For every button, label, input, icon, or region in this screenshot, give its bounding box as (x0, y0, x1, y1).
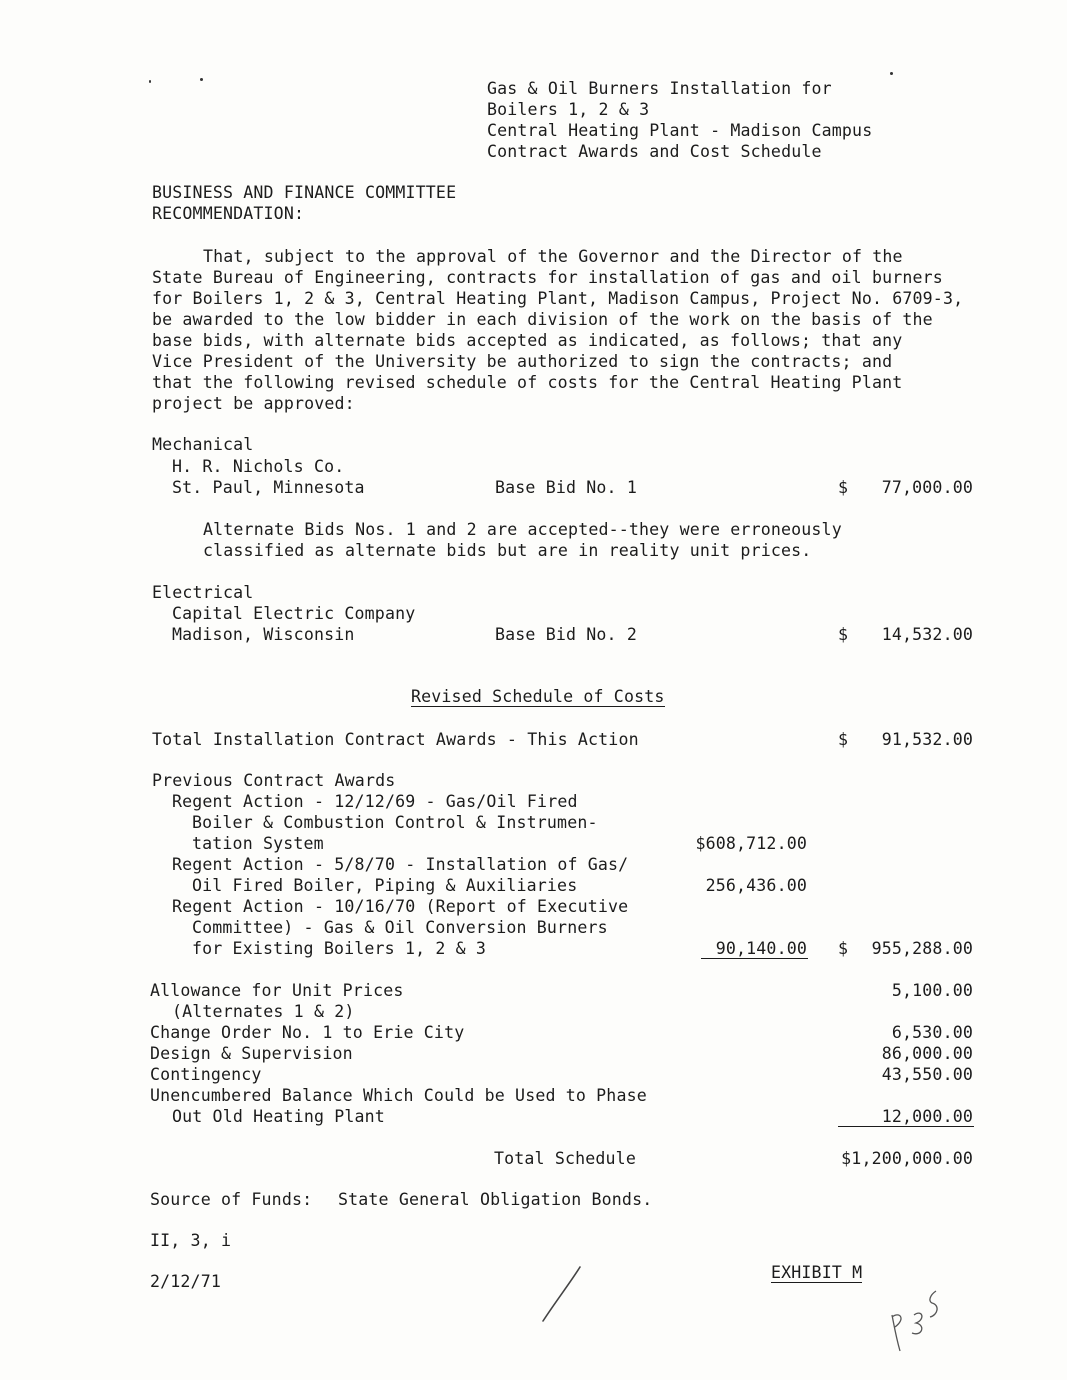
electrical-heading: Electrical (152, 583, 254, 602)
previous-awards-heading: Previous Contract Awards (152, 771, 396, 790)
total-schedule-label: Total Schedule (494, 1149, 636, 1168)
committee-recommendation: RECOMMENDATION: (152, 204, 305, 223)
resolution-line: be awarded to the low bidder in each division of the work on the basis of the (152, 310, 933, 329)
regent-action-amount: $608,712.00 (695, 834, 807, 853)
regent-action-line: Oil Fired Boiler, Piping & Auxiliaries (192, 876, 578, 895)
design-label: Design & Supervision (150, 1044, 353, 1063)
regent-action-line: Boiler & Combustion Control & Instrumen- (192, 813, 598, 832)
allowance-amount: 5,100.00 (891, 981, 973, 1000)
header-line: Boilers 1, 2 & 3 (487, 100, 650, 119)
regent-action-line: Committee) - Gas & Oil Conversion Burners (192, 918, 608, 937)
contingency-label: Contingency (150, 1065, 262, 1084)
allowance-label: Allowance for Unit Prices (150, 981, 404, 1000)
resolution-line: State Bureau of Engineering, contracts for installation of gas and oil burners (152, 268, 943, 287)
change-order-amount: 6,530.00 (891, 1023, 973, 1042)
agenda-reference: II, 3, i (150, 1231, 232, 1250)
header-line: Central Heating Plant - Madison Campus (487, 121, 873, 140)
regent-action-line: for Existing Boilers 1, 2 & 3 (192, 939, 487, 958)
resolution-line: That, subject to the approval of the Governor and the Director of the (203, 247, 903, 266)
mechanical-contractor: H. R. Nichols Co. (172, 457, 345, 476)
electrical-contractor: Capital Electric Company (172, 604, 416, 623)
exhibit-label: EXHIBIT M (771, 1263, 863, 1282)
handwritten-page-note (880, 1285, 950, 1355)
scan-speck (200, 78, 203, 81)
previous-total-amount: 955,288.00 (871, 939, 973, 958)
resolution-line: base bids, with alternate bids accepted as indicated, as follows; that any (152, 331, 903, 350)
source-of-funds-label: Source of Funds: (150, 1190, 313, 1209)
header-line: Contract Awards and Cost Schedule (487, 142, 822, 161)
regent-action-amount: 256,436.00 (705, 876, 807, 895)
total-underline (838, 1126, 974, 1127)
unencumbered-label: Out Old Heating Plant (172, 1107, 385, 1126)
change-order-label: Change Order No. 1 to Erie City (150, 1023, 465, 1042)
document-date: 2/12/71 (150, 1272, 221, 1291)
subtotal-underline (701, 958, 808, 959)
electrical-currency: $ (838, 625, 849, 644)
pen-slash-mark (540, 1265, 585, 1325)
mechanical-amount: 77,000.00 (881, 478, 973, 497)
electrical-location: Madison, Wisconsin (172, 625, 355, 644)
regent-action-line: Regent Action - 10/16/70 (Report of Executive (172, 897, 629, 916)
mechanical-heading: Mechanical (152, 435, 254, 454)
total-installation-currency: $ (838, 730, 849, 749)
allowance-label: (Alternates 1 & 2) (172, 1002, 355, 1021)
electrical-bid: Base Bid No. 2 (495, 625, 637, 644)
resolution-line: for Boilers 1, 2 & 3, Central Heating Plant, Madison Campus, Project No. 6709-3, (152, 289, 964, 308)
mechanical-note: classified as alternate bids but are in reality unit prices. (203, 541, 812, 560)
electrical-amount: 14,532.00 (881, 625, 973, 644)
total-installation-amount: 91,532.00 (881, 730, 973, 749)
mechanical-bid: Base Bid No. 1 (495, 478, 637, 497)
regent-action-line: Regent Action - 5/8/70 - Installation of Gas/ (172, 855, 629, 874)
regent-action-amount: 90,140.00 (715, 939, 807, 958)
schedule-title: Revised Schedule of Costs (411, 687, 665, 706)
regent-action-line: tation System (192, 834, 324, 853)
scan-speck (890, 72, 893, 75)
total-installation-label: Total Installation Contract Awards - This Action (152, 730, 639, 749)
resolution-line: project be approved: (152, 394, 355, 413)
resolution-line: Vice President of the University be authorized to sign the contracts; and (152, 352, 893, 371)
regent-action-line: Regent Action - 12/12/69 - Gas/Oil Fired (172, 792, 578, 811)
header-line: Gas & Oil Burners Installation for (487, 79, 832, 98)
unencumbered-amount: 12,000.00 (881, 1107, 973, 1126)
source-of-funds-value: State General Obligation Bonds. (338, 1190, 653, 1209)
mechanical-location: St. Paul, Minnesota (172, 478, 365, 497)
design-amount: 86,000.00 (881, 1044, 973, 1063)
resolution-line: that the following revised schedule of costs for the Central Heating Plant (152, 373, 903, 392)
unencumbered-label: Unencumbered Balance Which Could be Used to Phase (150, 1086, 647, 1105)
contingency-amount: 43,550.00 (881, 1065, 973, 1084)
previous-total-currency: $ (838, 939, 849, 958)
mechanical-note: Alternate Bids Nos. 1 and 2 are accepted--they were erroneously (203, 520, 842, 539)
scan-speck (149, 80, 151, 83)
total-schedule-amount: $1,200,000.00 (841, 1149, 973, 1168)
mechanical-currency: $ (838, 478, 849, 497)
committee-title: BUSINESS AND FINANCE COMMITTEE (152, 183, 457, 202)
